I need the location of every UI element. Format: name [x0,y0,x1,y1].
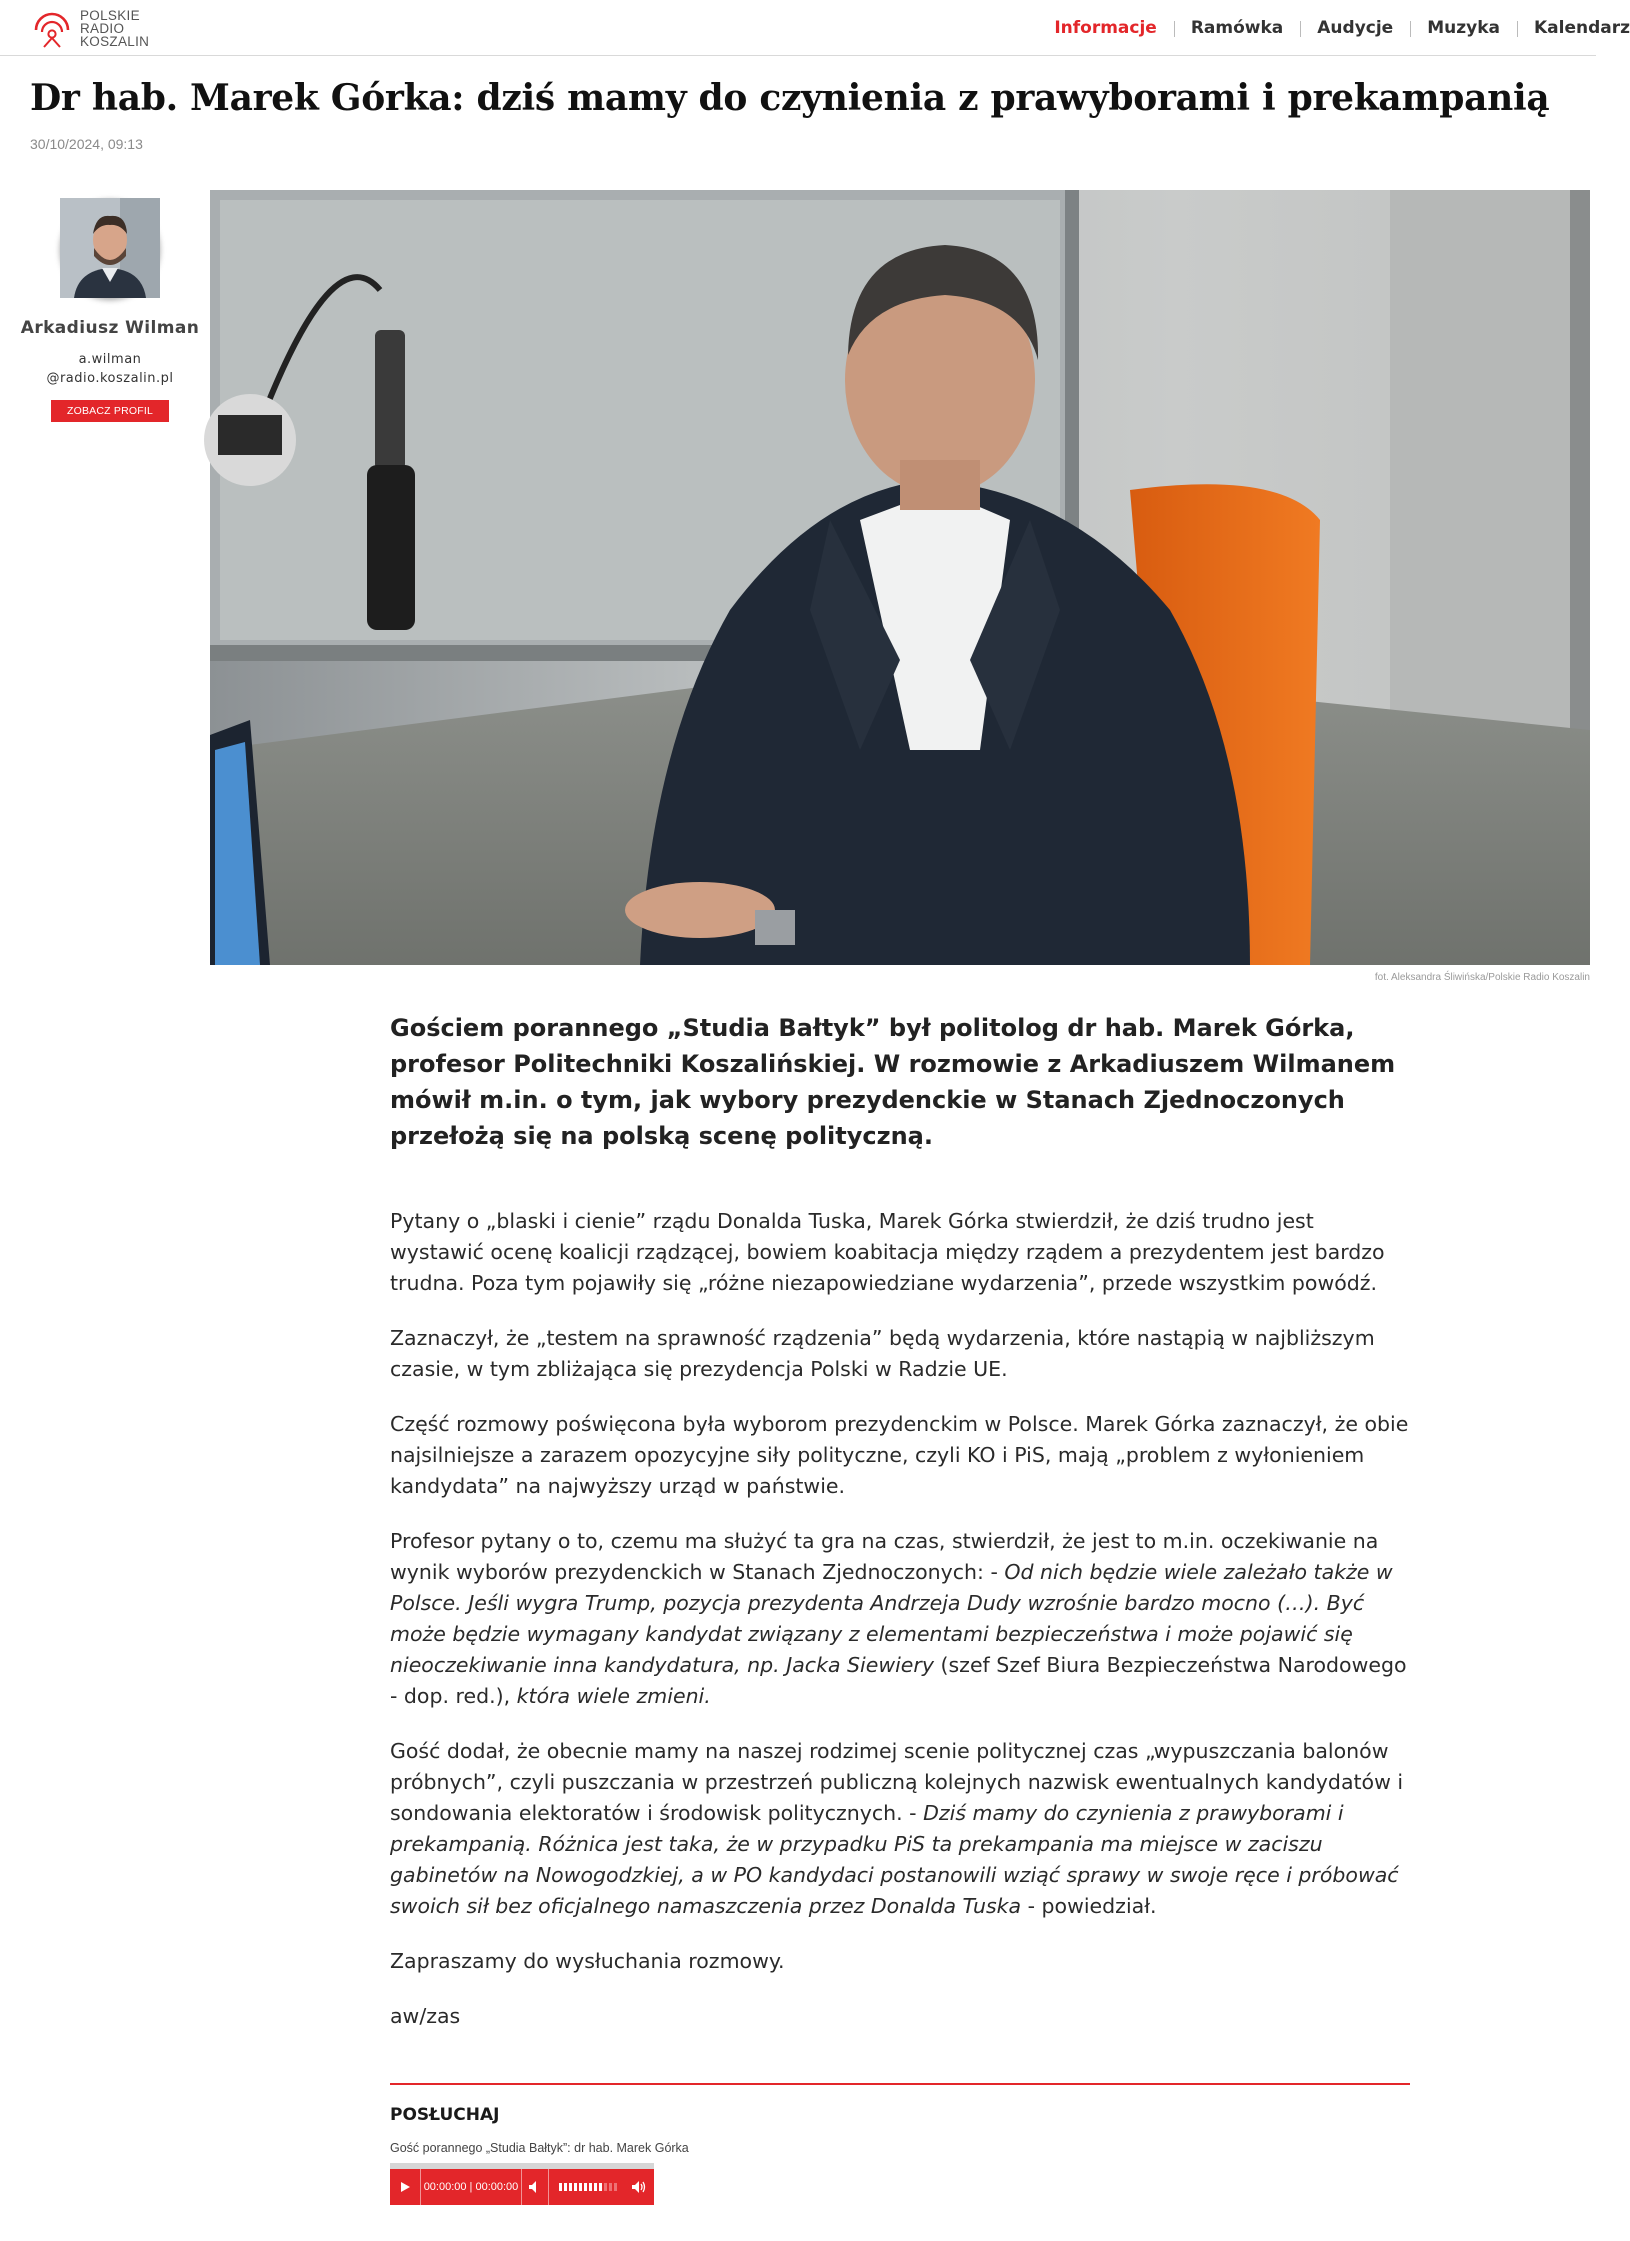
nav-item-ramowka[interactable]: Ramówka [1174,18,1300,38]
paragraph-6: Zapraszamy do wysłuchania rozmowy. [390,1949,785,1973]
logo-line-3: KOSZALIN [80,33,150,49]
volume-segment [584,2183,587,2191]
audio-time: 00:00:00 | 00:00:00 [421,2169,522,2205]
paragraph-5-quote: Dziś mamy do czynienia z prawyborami i prekampanią. Różnica jest taka, że w przypadku PiS ta prekampania ma miejsce w zaciszu gabinetów na Nowogodzkiej, a w PO kandydaci postanowili wziąć sprawy w swoje ręce i próbować swoich sił bez oficjalnego namaszczenia przez Donalda Tuska [390,1801,1399,1918]
audio-section [390,2083,1410,2205]
paragraph-3: Część rozmowy poświęcona była wyborom prezydenckim w Polsce. Marek Górka zaznaczył, że obie najsilniejsze a zarazem opozycyjne siły polityczne, czyli KO i PiS, mają „problem z wyłonieniem kandydata” na najwyższy urząd w państwie. [390,1412,1409,1498]
logo-line-1: POLSKIE [80,7,140,23]
article-date: 30/10/2024, 09:13 [30,136,143,152]
article-photo [210,190,1590,965]
paragraph-4 [390,1526,1410,1712]
main-nav [1037,0,1630,55]
volume-bar [559,2182,619,2192]
volume-segment [594,2183,597,2191]
article-title: Dr hab. Marek Górka: dziś mamy do czynienia z prawyborami i prekampanią [30,77,1550,119]
author-box [20,198,200,422]
audio-player [390,2163,654,2205]
photo-caption: fot. Aleksandra Śliwińska/Polskie Radio Koszalin [1374,972,1590,983]
play-icon [399,2181,411,2193]
paragraph-4-text-b: (szef Szef Biura Bezpieczeństwa Narodowego - dop. red.), [390,1653,1407,1708]
nav-item-kalendarz[interactable]: Kalendarz [1517,18,1596,38]
paragraph-1: Pytany o „blaski i cienie” rządu Donalda Tuska, Marek Górka stwierdził, że dziś trudno jest wystawić ocenę koalicji rządzącej, bowiem koabitacja między rządem a prezydentem jest bardzo trudna. Poza tym pojawiły się „różne niezapowiedziane wydarzenia”, przede wszystkim powódź. [390,1209,1385,1295]
author-name[interactable]: Arkadiusz Wilman [20,318,200,338]
volume-segment [609,2183,612,2191]
studio-photo-illustration [210,190,1590,965]
nav-item-audycje[interactable]: Audycje [1300,18,1410,38]
paragraph-4-quote-1: Od nich będzie wiele zależało także w Polsce. Jeśli wygra Trump, pozycja prezydenta Andrzeja Dudy wzrośnie bardzo mocno (…). Być może będzie wymagany kandydat związany z elementami bezpieczeństwa i może pojawić się nieoczekiwanie inna kandydatura, np. Jacka Siewiery [390,1560,1393,1677]
volume-segment [559,2183,562,2191]
paragraph-4-quote-2: która wiele zmieni. [516,1684,711,1708]
volume-slider[interactable] [556,2169,622,2205]
article-lead: Gościem porannego „Studia Bałtyk” był politolog dr hab. Marek Górka, profesor Politechniki Koszalińskiej. W rozmowie z Arkadiuszem Wilmanem mówił m.in. o tym, jak wybory prezydenckie w Stanach Zjednoczonych przełożą się na polską scenę polityczną. [390,1014,1396,1150]
logo-line-2: RADIO [80,20,125,36]
logo-wordmark [80,9,149,48]
paragraph-2: Zaznaczył, że „testem na sprawność rządzenia” będą wydarzenia, które nastąpią w najbliższym czasie, w tym zbliżająca się prezydencja Polski w Radzie UE. [390,1326,1375,1381]
volume-segment [599,2183,602,2191]
volume-segment [574,2183,577,2191]
paragraph-5-text-a: Gość dodał, że obecnie mamy na naszej rodzimej scenie politycznej czas „wypuszczania balonów próbnych”, czyli puszczania w przestrzeń publiczną kolejnych nazwisk ewentualnych kandydatów i sondowania elektoratów i środowisk politycznych. - [390,1739,1404,1825]
max-volume-button[interactable] [626,2169,652,2205]
paragraph-5-text-b: - powiedział. [1021,1894,1157,1918]
volume-segment [569,2183,572,2191]
paragraph-4-text-a: Profesor pytany o to, czemu ma służyć ta gra na czas, stwierdził, że jest to m.in. oczekiwanie na wynik wyborów prezydenckich w Stanach Zjednoczonych: - [390,1529,1379,1584]
volume-segment [564,2183,567,2191]
author-email[interactable] [20,350,200,388]
article-content [390,1206,1410,2032]
author-avatar[interactable] [60,198,160,298]
mute-button[interactable] [522,2169,549,2205]
author-email-line-1: a.wilman [78,352,142,367]
speaker-loud-icon [631,2180,647,2194]
speaker-mute-icon [528,2180,542,2194]
site-header [0,0,1630,56]
play-button[interactable] [390,2169,421,2205]
nav-item-informacje[interactable]: Informacje [1054,17,1157,38]
nav-item-muzyka[interactable]: Muzyka [1410,18,1517,38]
radio-logo-icon [30,8,74,48]
author-email-line-2: @radio.koszalin.pl [46,371,174,386]
article-body [390,1010,1410,2056]
volume-segment [614,2183,617,2191]
volume-segment [604,2183,607,2191]
audio-track-title: Gość porannego „Studia Bałtyk”: dr hab. Marek Górka [390,2141,689,2155]
volume-segment [579,2183,582,2191]
audio-heading: POSŁUCHAJ [390,2105,500,2125]
volume-segment [589,2183,592,2191]
article-signature: aw/zas [390,2004,461,2028]
site-logo[interactable] [30,8,149,48]
author-photo [60,198,160,298]
paragraph-5 [390,1736,1410,1922]
view-profile-button[interactable]: ZOBACZ PROFIL [51,400,169,422]
